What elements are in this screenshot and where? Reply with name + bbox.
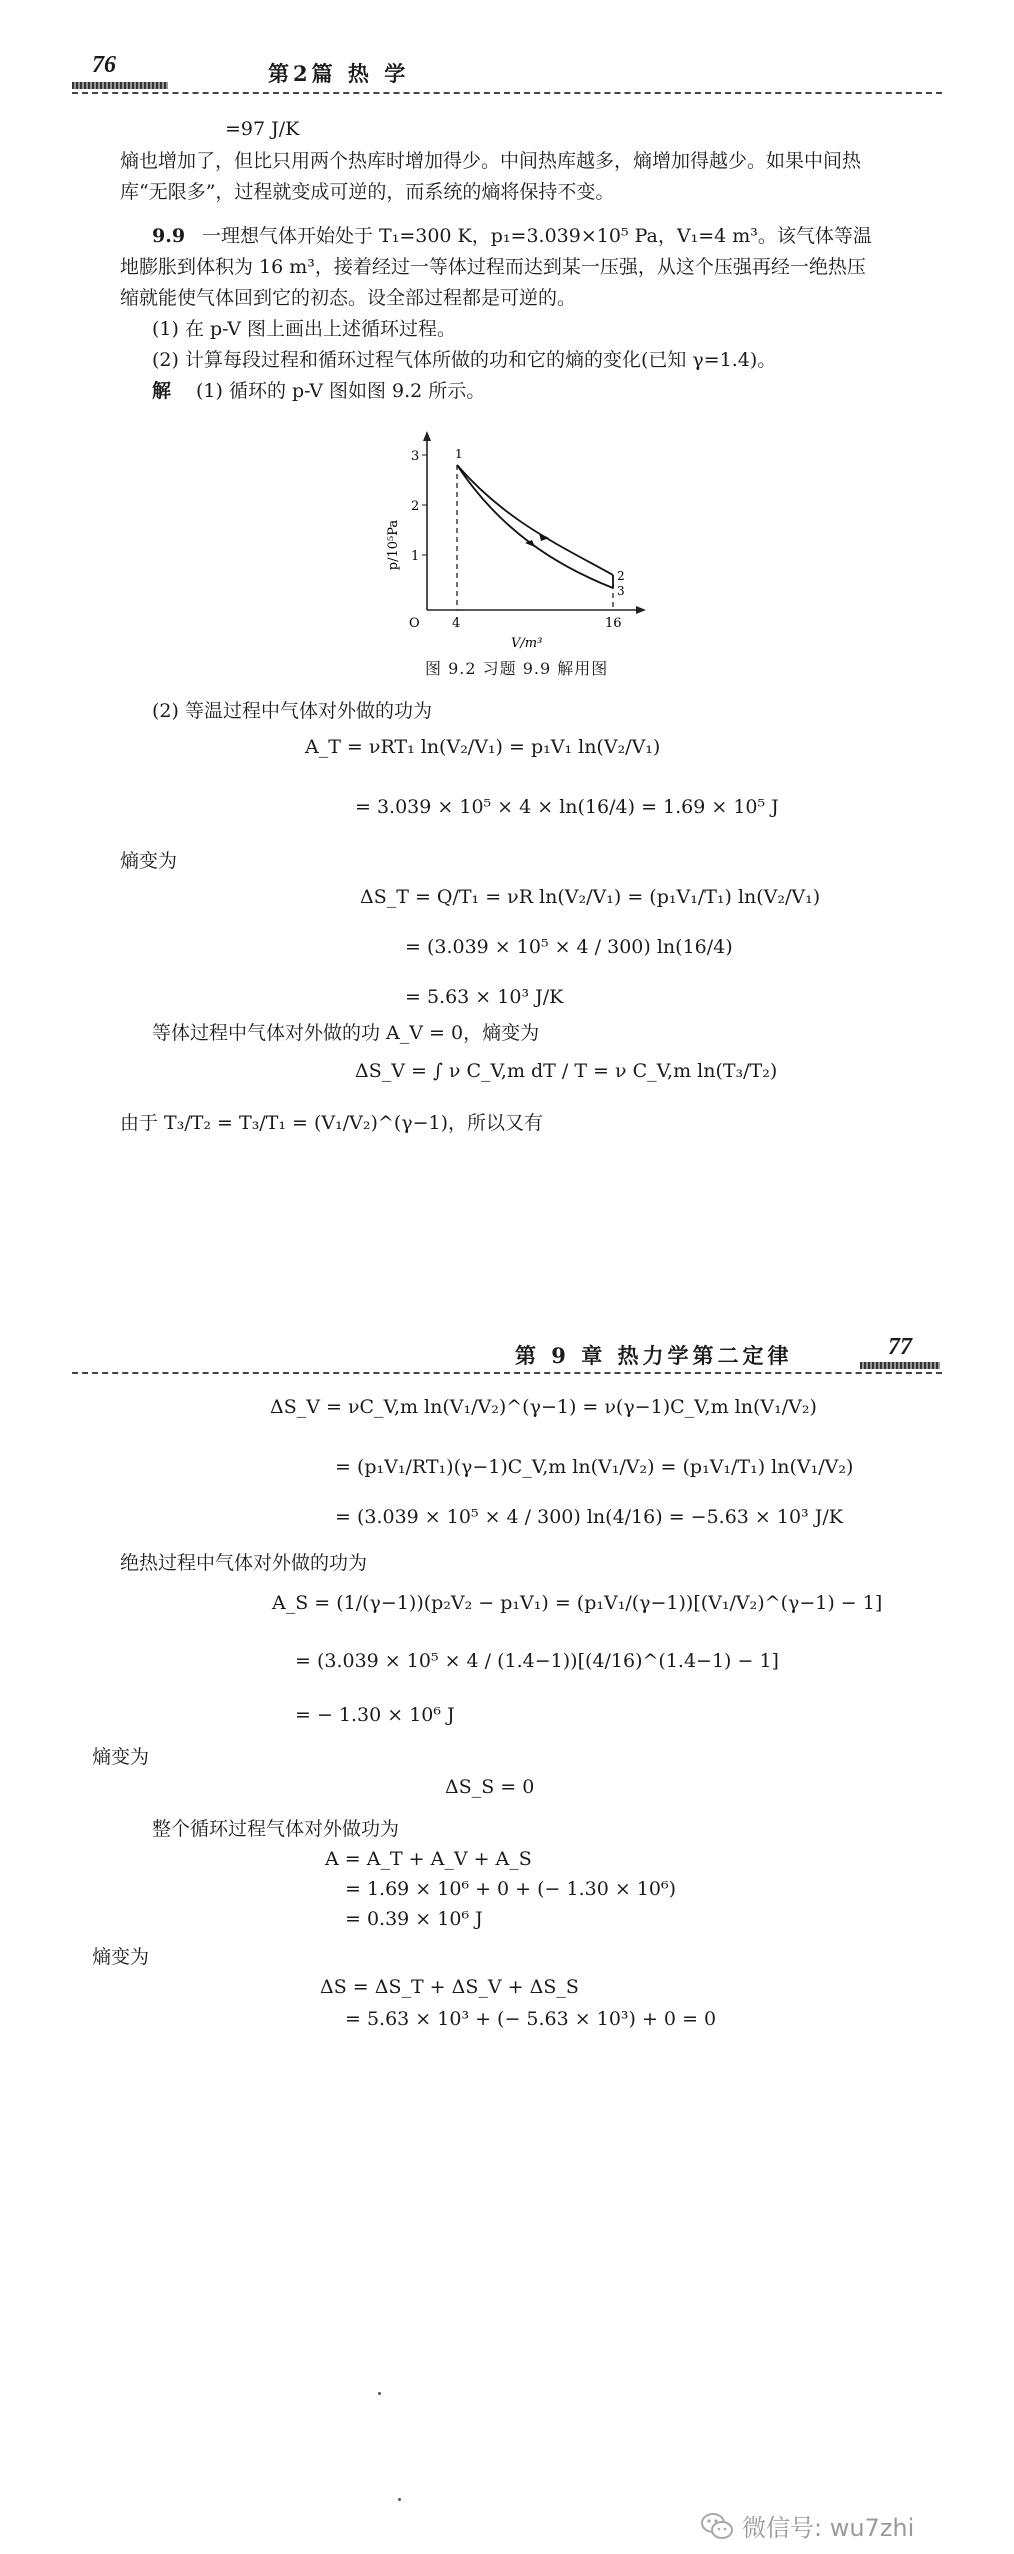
watermark-text: 微信号: wu7zhi [742, 2514, 915, 2542]
equation: A = A_T + A_V + A_S [325, 1848, 532, 1870]
solution-step-2: (2) 等温过程中气体对外做的功为 [152, 700, 432, 722]
state-label-1: 1 [455, 447, 463, 461]
equation: ΔS_S = 0 [445, 1776, 535, 1798]
y-tick-label: 3 [411, 449, 420, 464]
y-tick-label: 2 [411, 499, 420, 514]
entropy-label: 熵变为 [92, 1946, 150, 1968]
page-number: 76 [92, 52, 116, 78]
paragraph-line: 绝热过程中气体对外做的功为 [120, 1552, 368, 1574]
paragraph-line: 整个循环过程气体对外做功为 [152, 1818, 400, 1840]
y-tick-label: 1 [411, 549, 420, 564]
isotherm-arrow-icon [539, 533, 549, 541]
question-2: (2) 计算每段过程和循环过程气体所做的功和它的熵的变化(已知 γ=1.4)。 [152, 349, 777, 371]
isotherm-curve [457, 465, 613, 575]
equation: = 1.69 × 10⁶ + 0 + (− 1.30 × 10⁶) [345, 1878, 677, 1900]
solution-step-1: (1) 循环的 p-V 图如图 9.2 所示。 [196, 380, 486, 402]
equation: = (3.039 × 10⁵ × 4 / 300) ln(16/4) [405, 936, 733, 958]
x-axis-label: V/m³ [511, 636, 543, 650]
equation: = 0.39 × 10⁶ J [345, 1908, 483, 1930]
problem-statement: 一理想气体开始处于 T₁=300 K，p₁=3.039×10⁵ Pa，V₁=4 m³。该气体等温 [202, 225, 872, 247]
y-axis-label: p/10⁵Pa [386, 519, 401, 571]
header-stamp [860, 1362, 940, 1369]
paragraph-line: 由于 T₃/T₂ = T₃/T₁ = (V₁/V₂)^(γ−1)，所以又有 [120, 1112, 544, 1134]
adiabat-curve [457, 465, 613, 588]
scan-speck [398, 2498, 401, 2501]
paragraph-line: 等体过程中气体对外做的功 A_V = 0，熵变为 [152, 1022, 540, 1044]
figure-caption: 图 9.2 习题 9.9 解用图 [425, 659, 609, 678]
running-header: 第 9 章 热力学第二定律 [515, 1343, 793, 1368]
equation: A_S = (1/(γ−1))(p₂V₂ − p₁V₁) = (p₁V₁/(γ−1))[(V₁/V₂)^(γ−1) − 1] [272, 1592, 883, 1614]
watermark [700, 2508, 914, 2543]
equation: = (3.039 × 10⁵ × 4 / 300) ln(4/16) = −5.63 × 10³ J/K [335, 1506, 843, 1528]
equation: =97 J/K [225, 118, 300, 140]
solution-label: 解 [152, 380, 172, 402]
problem-number: 9.9 [152, 225, 186, 247]
equation: = 5.63 × 10³ + (− 5.63 × 10³) + 0 = 0 [345, 2008, 717, 2030]
wechat-icon [700, 2511, 734, 2541]
equation: = 3.039 × 10⁵ × 4 × ln(16/4) = 1.69 × 10⁵ J [355, 796, 779, 818]
state-label-2: 2 [617, 569, 625, 583]
x-tick-label: 4 [452, 616, 461, 631]
equation: = − 1.30 × 10⁶ J [295, 1704, 455, 1726]
origin-label: O [409, 616, 420, 631]
paragraph-line: 熵也增加了，但比只用两个热库时增加得少。中间热库越多，熵增加得越少。如果中间热 [120, 150, 862, 172]
equation: = 5.63 × 10³ J/K [405, 986, 564, 1008]
state-label-3: 3 [617, 584, 625, 598]
entropy-label: 熵变为 [120, 850, 178, 872]
y-axis-arrow-icon [423, 431, 431, 441]
question-1: (1) 在 p-V 图上画出上述循环过程。 [152, 318, 456, 340]
equation: ΔS_V = νC_V,m ln(V₁/V₂)^(γ−1) = ν(γ−1)C_V,m ln(V₁/V₂) [270, 1396, 817, 1418]
equation: = (p₁V₁/RT₁)(γ−1)C_V,m ln(V₁/V₂) = (p₁V₁/T₁) ln(V₁/V₂) [335, 1456, 854, 1478]
equation: = (3.039 × 10⁵ × 4 / (1.4−1))[(4/16)^(1.4−1) − 1] [295, 1650, 779, 1672]
pv-diagram [385, 425, 655, 650]
header-rule [72, 92, 942, 94]
problem-statement: 地膨胀到体积为 16 m³，接着经过一等体过程而达到某一压强，从这个压强再经一绝热压 [120, 256, 866, 278]
equation: ΔS_V = ∫ ν C_V,m dT / T = ν C_V,m ln(T₃/T₂) [355, 1060, 778, 1082]
problem-statement: 缩就能使气体回到它的初态。设全部过程都是可逆的。 [120, 287, 577, 309]
running-header: 第2篇 热 学 [268, 61, 410, 86]
header-rule [72, 1372, 942, 1374]
x-axis-arrow-icon [636, 606, 646, 614]
paragraph-line: 库“无限多”，过程就变成可逆的，而系统的熵将保持不变。 [120, 181, 615, 203]
scan-speck [378, 2392, 381, 2395]
page-number: 77 [888, 1334, 912, 1360]
equation: A_T = νRT₁ ln(V₂/V₁) = p₁V₁ ln(V₂/V₁) [305, 736, 661, 758]
header-stamp [72, 82, 168, 89]
equation: ΔS_T = Q/T₁ = νR ln(V₂/V₁) = (p₁V₁/T₁) ln(V₂/V₁) [360, 886, 821, 908]
x-tick-label: 16 [605, 616, 622, 631]
entropy-label: 熵变为 [92, 1746, 150, 1768]
page-gap [0, 1190, 1014, 1320]
equation: ΔS = ΔS_T + ΔS_V + ΔS_S [320, 1976, 579, 1998]
